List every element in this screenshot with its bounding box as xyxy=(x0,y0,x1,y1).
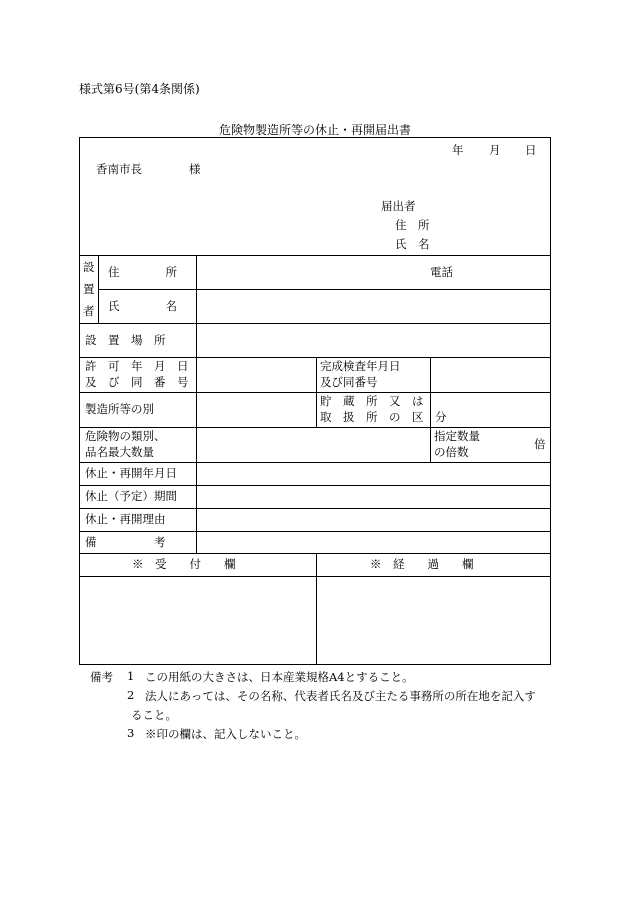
notes-heading: 備考 xyxy=(90,670,113,684)
form-number: 様式第6号(第4条関係) xyxy=(79,82,200,96)
permit-label-1: 許 可 年 月 日 xyxy=(85,359,189,373)
installer-address-label: 住 所 xyxy=(108,265,177,279)
installer-char-3: 者 xyxy=(83,304,95,318)
note-3: ※印の欄は、記入しないこと。 xyxy=(145,727,306,741)
completion-label-2: 及び同番号 xyxy=(320,375,378,389)
note-2a: 法人にあっては、その名称、代表者氏名及び主たる事務所の所在地を記入す xyxy=(145,689,536,703)
note-2-number: 2 xyxy=(127,688,135,702)
note-3-number: 3 xyxy=(127,726,135,740)
reception-header: ※ 受 付 欄 xyxy=(132,557,236,571)
hazard-label-1: 危険物の類別、 xyxy=(85,429,166,443)
multiple-label-2: の倍数 xyxy=(434,445,469,459)
form-title: 危険物製造所等の休止・再開届出書 xyxy=(218,123,411,137)
note-2b: ること。 xyxy=(131,708,177,722)
location-label: 設 置 場 所 xyxy=(85,333,166,347)
storage-label-1: 貯 蔵 所 又 は xyxy=(320,394,424,408)
suspend-date-label: 休止・再開年月日 xyxy=(85,466,177,480)
date-day: 日 xyxy=(525,143,537,157)
completion-label-1: 完成検査年月日 xyxy=(320,359,401,373)
suspend-period-label: 休止（予定）期間 xyxy=(85,489,177,503)
notifier-label: 届出者 xyxy=(381,199,416,213)
addressee: 香南市長 xyxy=(96,162,142,176)
reason-label: 休止・再開理由 xyxy=(85,512,166,526)
facility-type-label: 製造所等の別 xyxy=(85,402,154,416)
permit-label-2: 及 び 同 番 号 xyxy=(85,375,189,389)
date-year: 年 xyxy=(452,143,464,157)
remarks-label: 備 考 xyxy=(85,535,166,549)
notifier-name-label: 氏 名 xyxy=(395,237,430,251)
storage-label-2: 取 扱 所 の 区 分 xyxy=(320,410,447,424)
multiple-label-1: 指定数量 xyxy=(434,429,480,443)
note-1: この用紙の大きさは、日本産業規格A4とすること。 xyxy=(145,670,414,684)
installer-char-1: 設 xyxy=(83,260,95,274)
note-1-number: 1 xyxy=(127,669,135,683)
date-month: 月 xyxy=(489,143,501,157)
hazard-label-2: 品名最大数量 xyxy=(85,445,154,459)
form-table xyxy=(79,137,551,665)
notifier-address-label: 住 所 xyxy=(395,218,430,232)
installer-char-2: 置 xyxy=(83,282,95,296)
phone-label: 電話 xyxy=(430,265,453,279)
installer-name-label: 氏 名 xyxy=(108,299,177,313)
honorific: 様 xyxy=(189,162,201,176)
multiple-unit: 倍 xyxy=(534,437,546,451)
progress-header: ※ 経 過 欄 xyxy=(370,557,474,571)
